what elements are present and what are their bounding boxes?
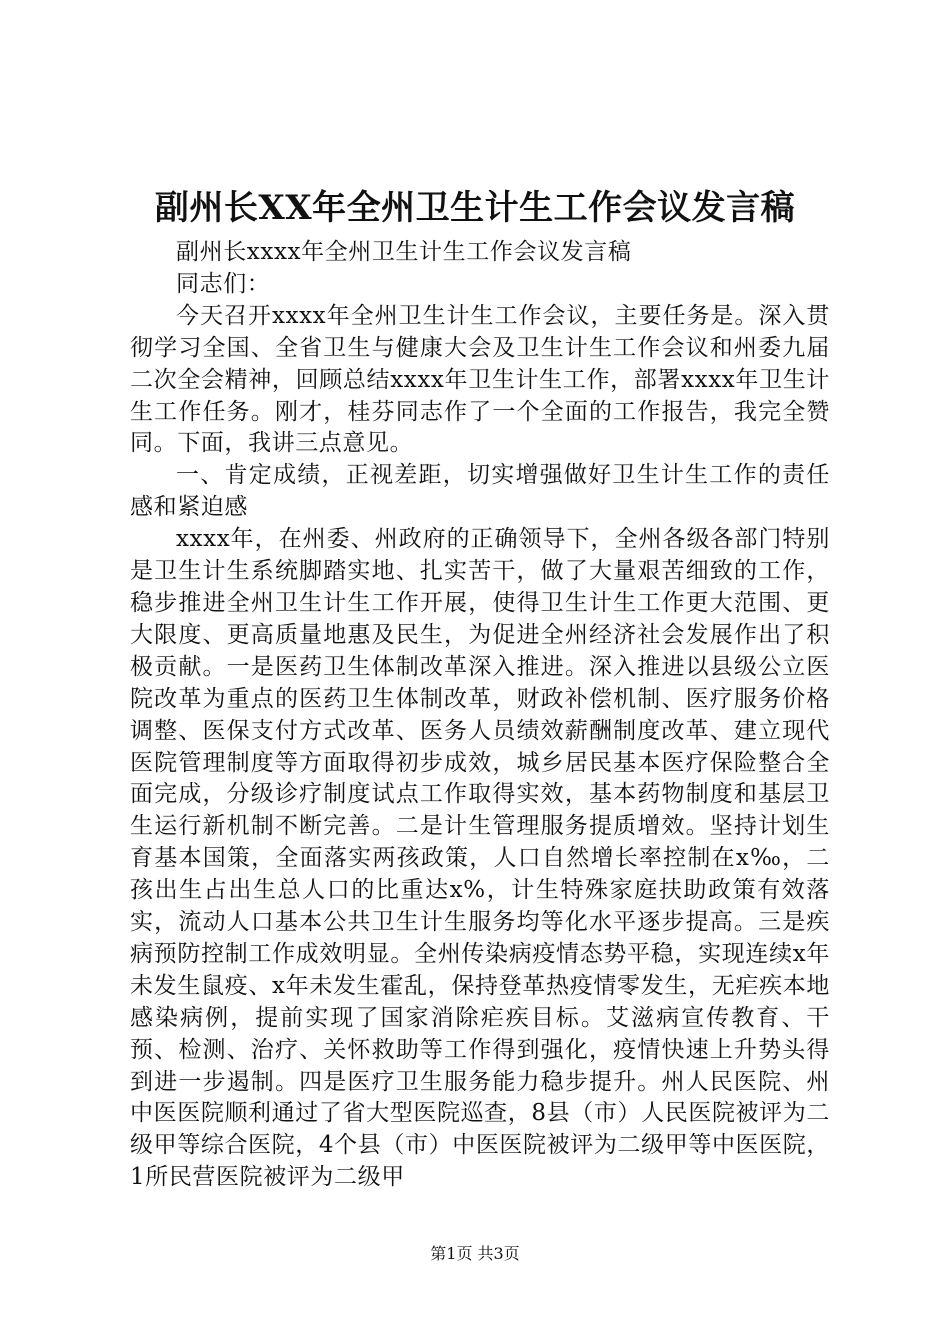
document-body <box>130 237 830 1194</box>
subtitle-paragraph: 副州长xxxx年全州卫生计生工作会议发言稿 <box>176 239 632 265</box>
page-footer: 第1页 共3页 <box>430 1244 520 1263</box>
body-paragraph: xxxx年，在州委、州政府的正确领导下，全州各级各部门特别是卫生计生系统脚踏实地、扎实苦干，做了大量艰苦细致的工作，稳步推进全州卫生计生工作开展，使得卫生计生工作更大范围、更大限度、更高质量地惠及民生，为促进全州经济社会发展作出了积极贡献。一是医药卫生体制改革深入推进。深入推进以县级公立医院改革为重点的医药卫生体制改革，财政补偿机制、医疗服务价格调整、医保支付方式改革、医务人员绩效薪酬制度改革、建立现代医院管理制度等方面取得初步成效，城乡居民基本医疗保险整合全面完成，分级诊疗制度试点工作取得实效，基本药物制度和基层卫生运行新机制不断完善。二是计生管理服务提质增效。坚持计划生育基本国策，全面落实两孩政策，人口自然增长率控制在x‰，二孩出生占出生总人口的比重达x%，计生特殊家庭扶助政策有效落实，流动人口基本公共卫生计生服务均等化水平逐步提高。三是疾病预防控制工作成效明显。全州传染病疫情态势平稳，实现连续x年未发生鼠疫、x年未发生霍乱，保持登革热疫情零发生，无疟疾本地感染病例，提前实现了国家消除疟疾目标。艾滋病宣传教育、干预、检测、治疗、关怀救助等工作得到强化，疫情快速上升势头得到进一步遏制。四是医疗卫生服务能力稳步提升。州人民医院、州中医医院顺利通过了省大型医院巡查，8县（市）人民医院被评为二级甲等综合医院，4个县（市）中医医院被评为二级甲等中医医院，1所民营医院被评为二级甲 <box>130 526 830 1191</box>
document-title: 副州长XX年全州卫生计生工作会议发言稿 <box>154 188 796 228</box>
intro-paragraph: 今天召开xxxx年全州卫生计生工作会议，主要任务是。深入贯彻学习全国、全省卫生与健康大会及卫生计生工作会议和州委九届二次全会精神，回顾总结xxxx年卫生计生工作，部署xxxx年卫生计生工作任务。刚才，桂芬同志作了一个全面的工作报告，我完全赞同。下面，我讲三点意见。 <box>130 302 830 457</box>
section-heading: 一、肯定成绩，正视差距，切实增强做好卫生计生工作的责任感和紧迫感 <box>130 462 830 521</box>
salutation-paragraph: 同志们： <box>176 270 271 297</box>
